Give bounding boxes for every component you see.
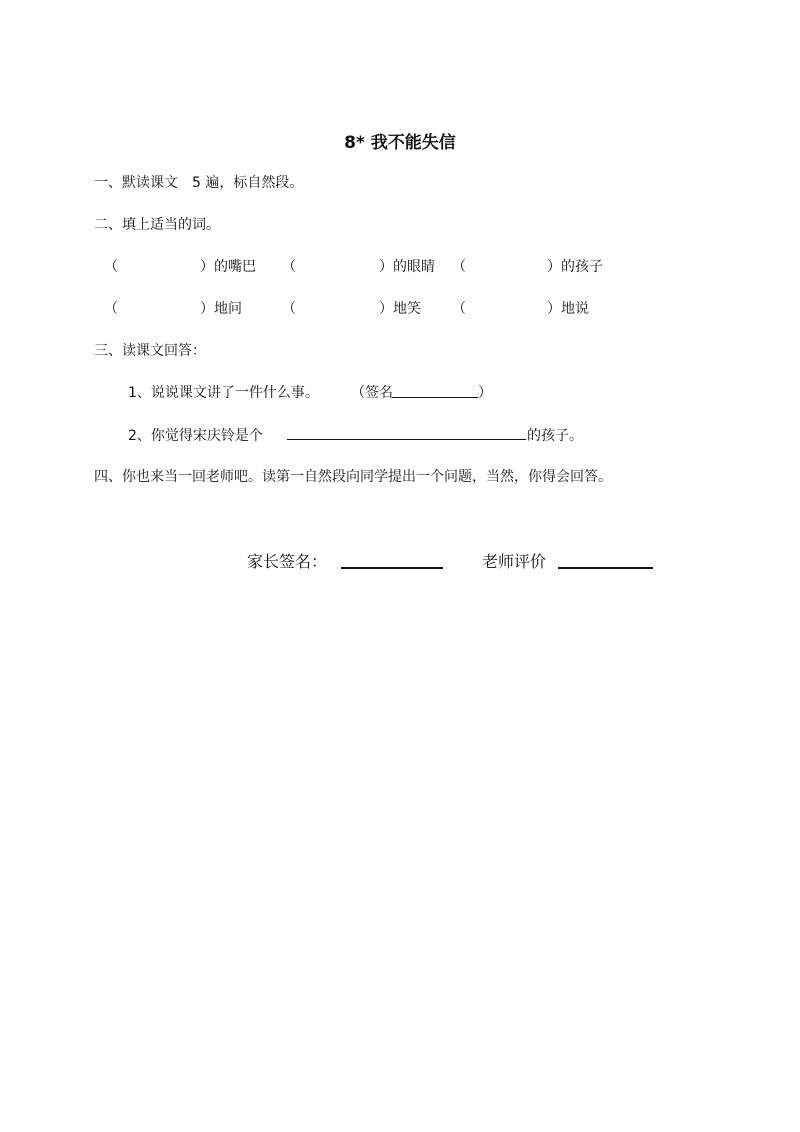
teacher-eval-label: 老师评价	[482, 552, 547, 571]
question-1: 1、说说课文讲了一件什么事。	[128, 385, 319, 401]
signature-blank	[392, 397, 478, 398]
teacher-eval-blank	[558, 567, 653, 569]
signature-label: （签名	[351, 385, 393, 401]
signature-close: ）	[478, 385, 492, 401]
section-3-heading: 三、读课文回答：	[94, 343, 206, 359]
section-2-heading: 二、填上适当的词。	[94, 217, 220, 233]
page-title: 8* 我不能失信	[344, 133, 456, 153]
fill-blank-item: ）的嘴巴	[200, 259, 256, 275]
section-1: 一、默读课文 5 遍，标自然段。	[94, 175, 304, 191]
fill-blank-item: ）地说	[547, 301, 589, 317]
parent-signature-blank	[341, 567, 443, 569]
paren-open: （	[104, 301, 118, 317]
paren-open: （	[452, 301, 466, 317]
paren-open: （	[282, 259, 296, 275]
fill-blank-item: ）地问	[200, 301, 242, 317]
paren-open: （	[104, 259, 118, 275]
paren-open: （	[452, 259, 466, 275]
fill-blank-item: ）的孩子	[547, 259, 603, 275]
question-2: 2、你觉得宋庆铃是个	[128, 428, 263, 444]
answer-blank	[287, 439, 526, 440]
parent-signature-label: 家长签名：	[247, 552, 328, 571]
fill-blank-item: ）的眼睛	[379, 259, 435, 275]
section-4: 四、你也来当一回老师吧。读第一自然段向同学提出一个问题，当然，你得会回答。	[94, 469, 612, 485]
paren-open: （	[282, 301, 296, 317]
fill-blank-item: ）地笑	[379, 301, 421, 317]
question-2-suffix: 的孩子。	[527, 428, 583, 444]
